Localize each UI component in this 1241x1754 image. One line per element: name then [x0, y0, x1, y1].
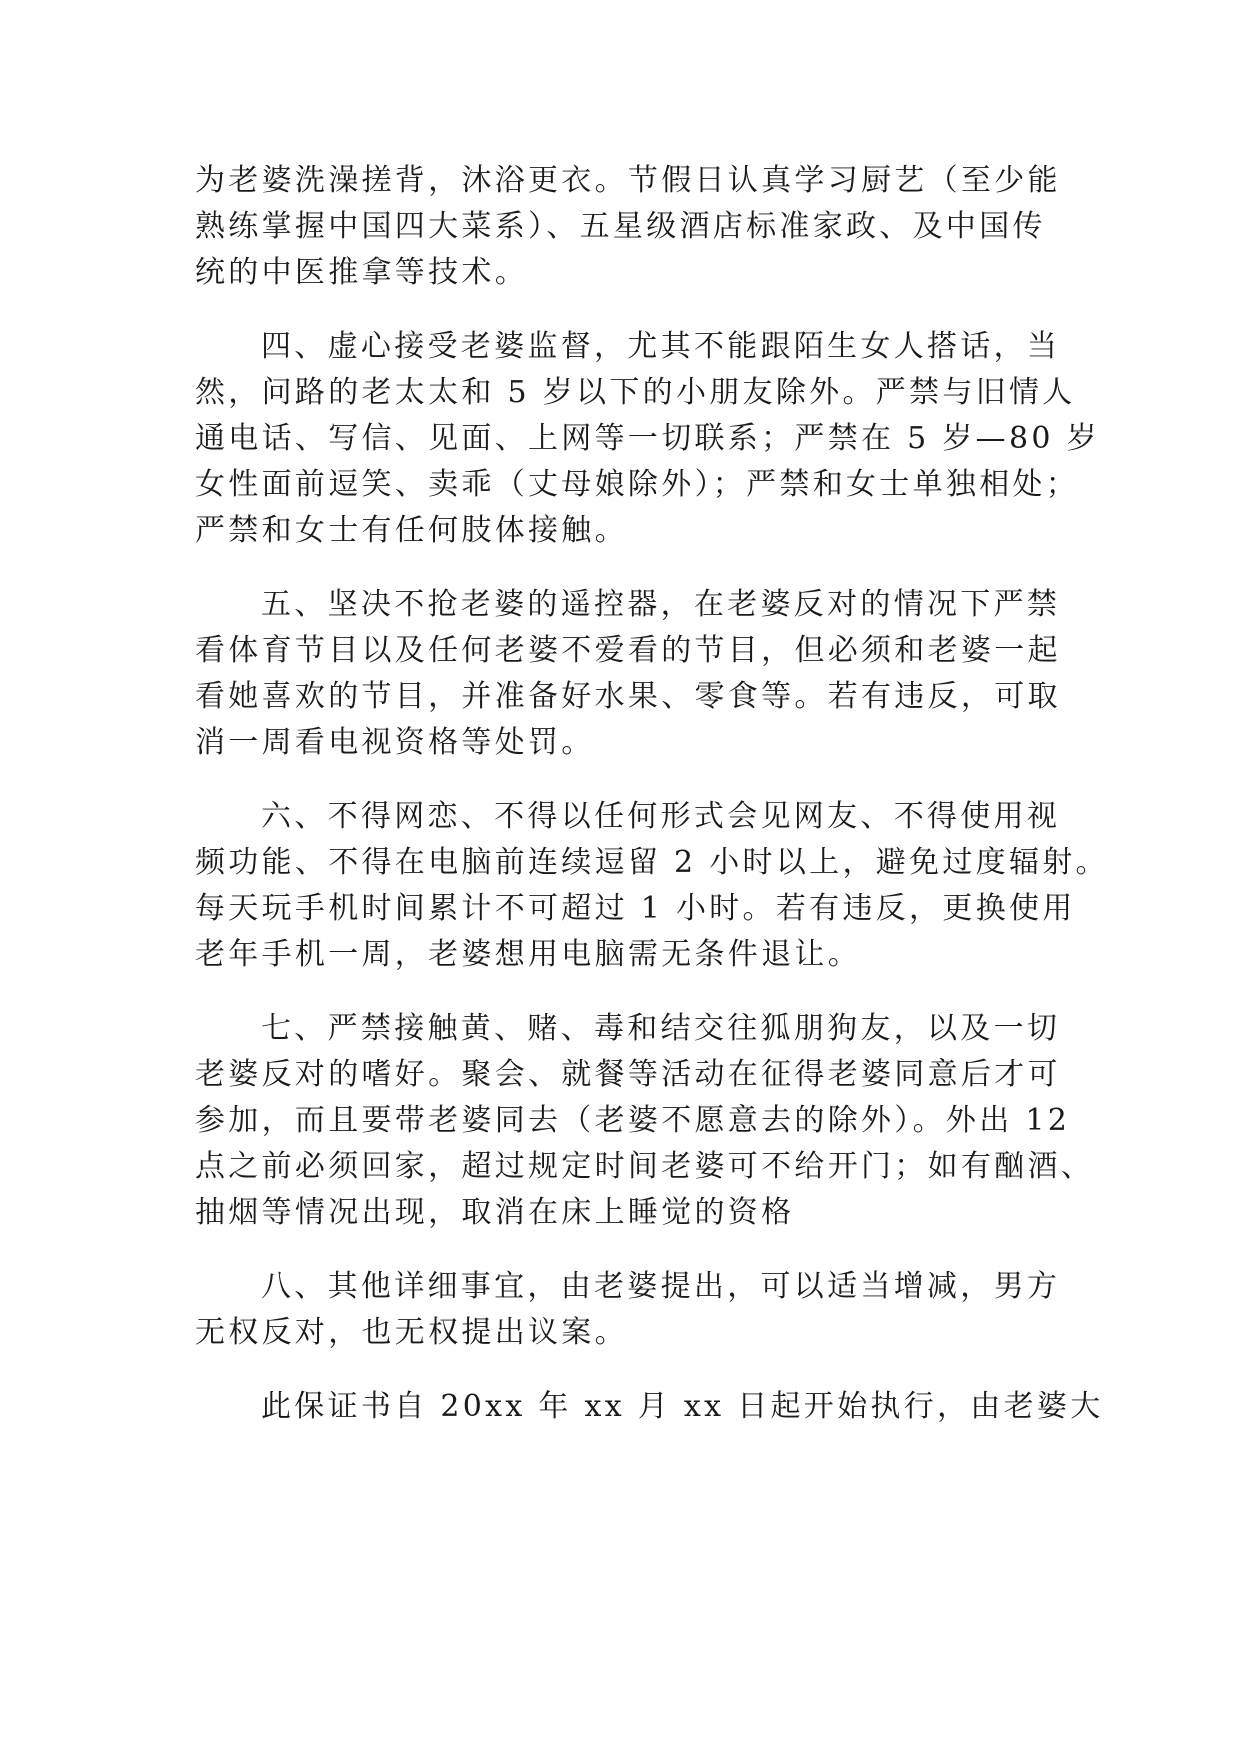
- text-line: 此保证书自 20xx 年 xx 月 xx 日起开始执行，由老婆大: [261, 1389, 1104, 1424]
- text-line: 然，问路的老太太和 5 岁以下的小朋友除外。严禁与旧情人: [195, 375, 1076, 410]
- paragraph: [195, 1264, 1061, 1356]
- text-line: 熟练掌握中国四大菜系）、五星级酒店标准家政、及中国传: [195, 209, 1046, 244]
- text-line: 四、虚心接受老婆监督，尤其不能跟陌生女人搭话，当: [261, 329, 1061, 364]
- text-line: 每天玩手机时间累计不可超过 1 小时。若有违反，更换使用: [195, 891, 1076, 926]
- text-line: 老婆反对的嗜好。聚会、就餐等活动在征得老婆同意后才可: [195, 1057, 1061, 1092]
- paragraph: [195, 582, 1061, 766]
- text-line: 严禁和女士有任何肢体接触。: [195, 513, 628, 548]
- text-line: 八、其他详细事宜，由老婆提出，可以适当增减，男方: [261, 1269, 1061, 1304]
- paragraph: [195, 794, 1109, 978]
- text-line: 老年手机一周，老婆想用电脑需无条件退让。: [195, 937, 861, 972]
- text-line: 抽烟等情况出现，取消在床上睡觉的资格: [195, 1195, 795, 1230]
- text-line: 看她喜欢的节目，并准备好水果、零食等。若有违反，可取: [195, 679, 1061, 714]
- document-body: [195, 158, 1109, 1430]
- text-line: 统的中医推拿等技术。: [195, 255, 528, 290]
- text-line: 六、不得网恋、不得以任何形式会见网友、不得使用视: [261, 799, 1061, 834]
- paragraph: [195, 324, 1100, 554]
- text-line: 女性面前逗笑、卖乖（丈母娘除外）；严禁和女士单独相处；: [195, 467, 1080, 502]
- text-line: 消一周看电视资格等处罚。: [195, 725, 595, 760]
- text-line: 频功能、不得在电脑前连续逗留 2 小时以上，避免过度辐射。: [195, 845, 1109, 880]
- text-line: 为老婆洗澡搓背，沐浴更衣。节假日认真学习厨艺（至少能: [195, 163, 1061, 198]
- text-line: 五、坚决不抢老婆的遥控器，在老婆反对的情况下严禁: [261, 587, 1061, 622]
- text-line: 通电话、写信、见面、上网等一切联系；严禁在 5 岁—80 岁: [195, 421, 1100, 456]
- text-line: 七、严禁接触黄、赌、毒和结交往狐朋狗友，以及一切: [261, 1011, 1061, 1046]
- text-line: 看体育节目以及任何老婆不爱看的节目，但必须和老婆一起: [195, 633, 1061, 668]
- text-line: 点之前必须回家，超过规定时间老婆可不给开门；如有酗酒、: [195, 1149, 1095, 1184]
- paragraph: [195, 158, 1061, 296]
- paragraph: [195, 1006, 1095, 1236]
- text-line: 参加，而且要带老婆同去（老婆不愿意去的除外）。外出 12: [195, 1103, 1071, 1138]
- paragraph: [195, 1384, 1104, 1430]
- text-line: 无权反对，也无权提出议案。: [195, 1315, 628, 1350]
